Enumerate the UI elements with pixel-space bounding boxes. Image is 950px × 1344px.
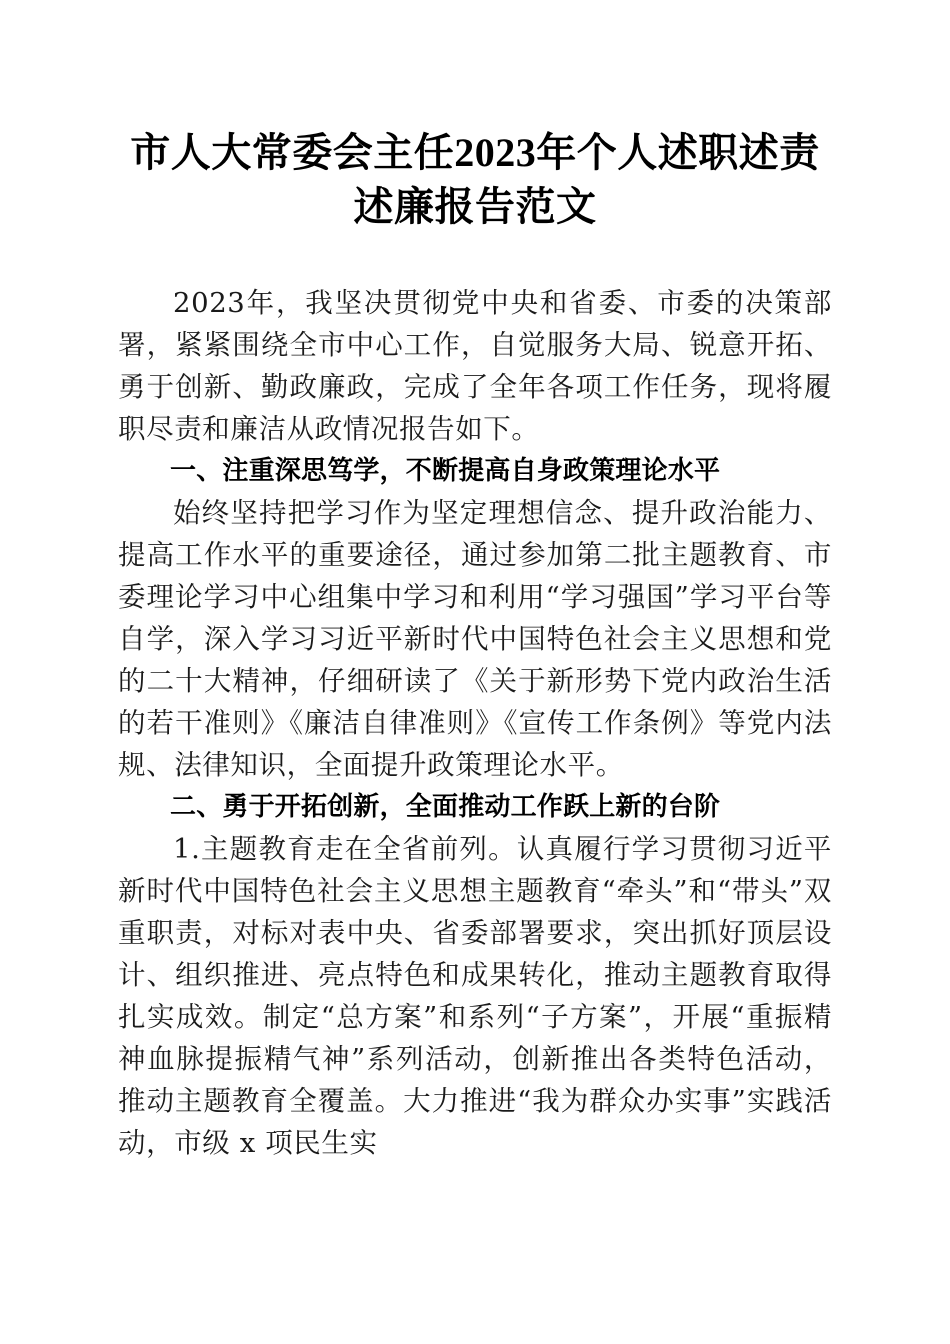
section-heading-2: 二、勇于开拓创新，全面推动工作跃上新的台阶 bbox=[170, 792, 721, 822]
section-heading-1: 一、注重深思笃学，不断提高自身政策理论水平 bbox=[170, 456, 721, 486]
document-content bbox=[118, 0, 832, 1164]
section-2-paragraph: 1.主题教育走在全省前列。认真履行学习贯彻习近平新时代中国特色社会主义思想主题教育“牵头”和“带头”双重职责，对标对表中央、省委部署要求，突出抓好顶层设计、组织推进、亮点特色和成果转化，推动主题教育取得扎实成效。制定“总方案”和系列“子方案”，开展“重振精神血脉提振精气神”系列活动，创新推出各类特色活动，推动主题教育全覆盖。大力推进“我为群众办实事”实践活动，市级 x 项民生实 bbox=[118, 833, 832, 1159]
page-title: 市人大常委会主任2023年个人述职述责述廉报告范文 bbox=[130, 130, 820, 229]
intro-paragraph: 2023年，我坚决贯彻党中央和省委、市委的决策部署，紧紧围绕全市中心工作，自觉服务大局、锐意开拓、勇于创新、勤政廉政，完成了全年各项工作任务，现将履职尽责和廉洁从政情况报告如下。 bbox=[118, 287, 832, 445]
section-1-paragraph: 始终坚持把学习作为坚定理想信念、提升政治能力、提高工作水平的重要途径，通过参加第二批主题教育、市委理论学习中心组集中学习和利用“学习强国”学习平台等自学，深入学习习近平新时代中国特色社会主义思想和党的二十大精神，仔细研读了《关于新形势下党内政治生活的若干准则》《廉洁自律准则》《宣传工作条例》等党内法规、法律知识，全面提升政策理论水平。 bbox=[118, 497, 832, 781]
